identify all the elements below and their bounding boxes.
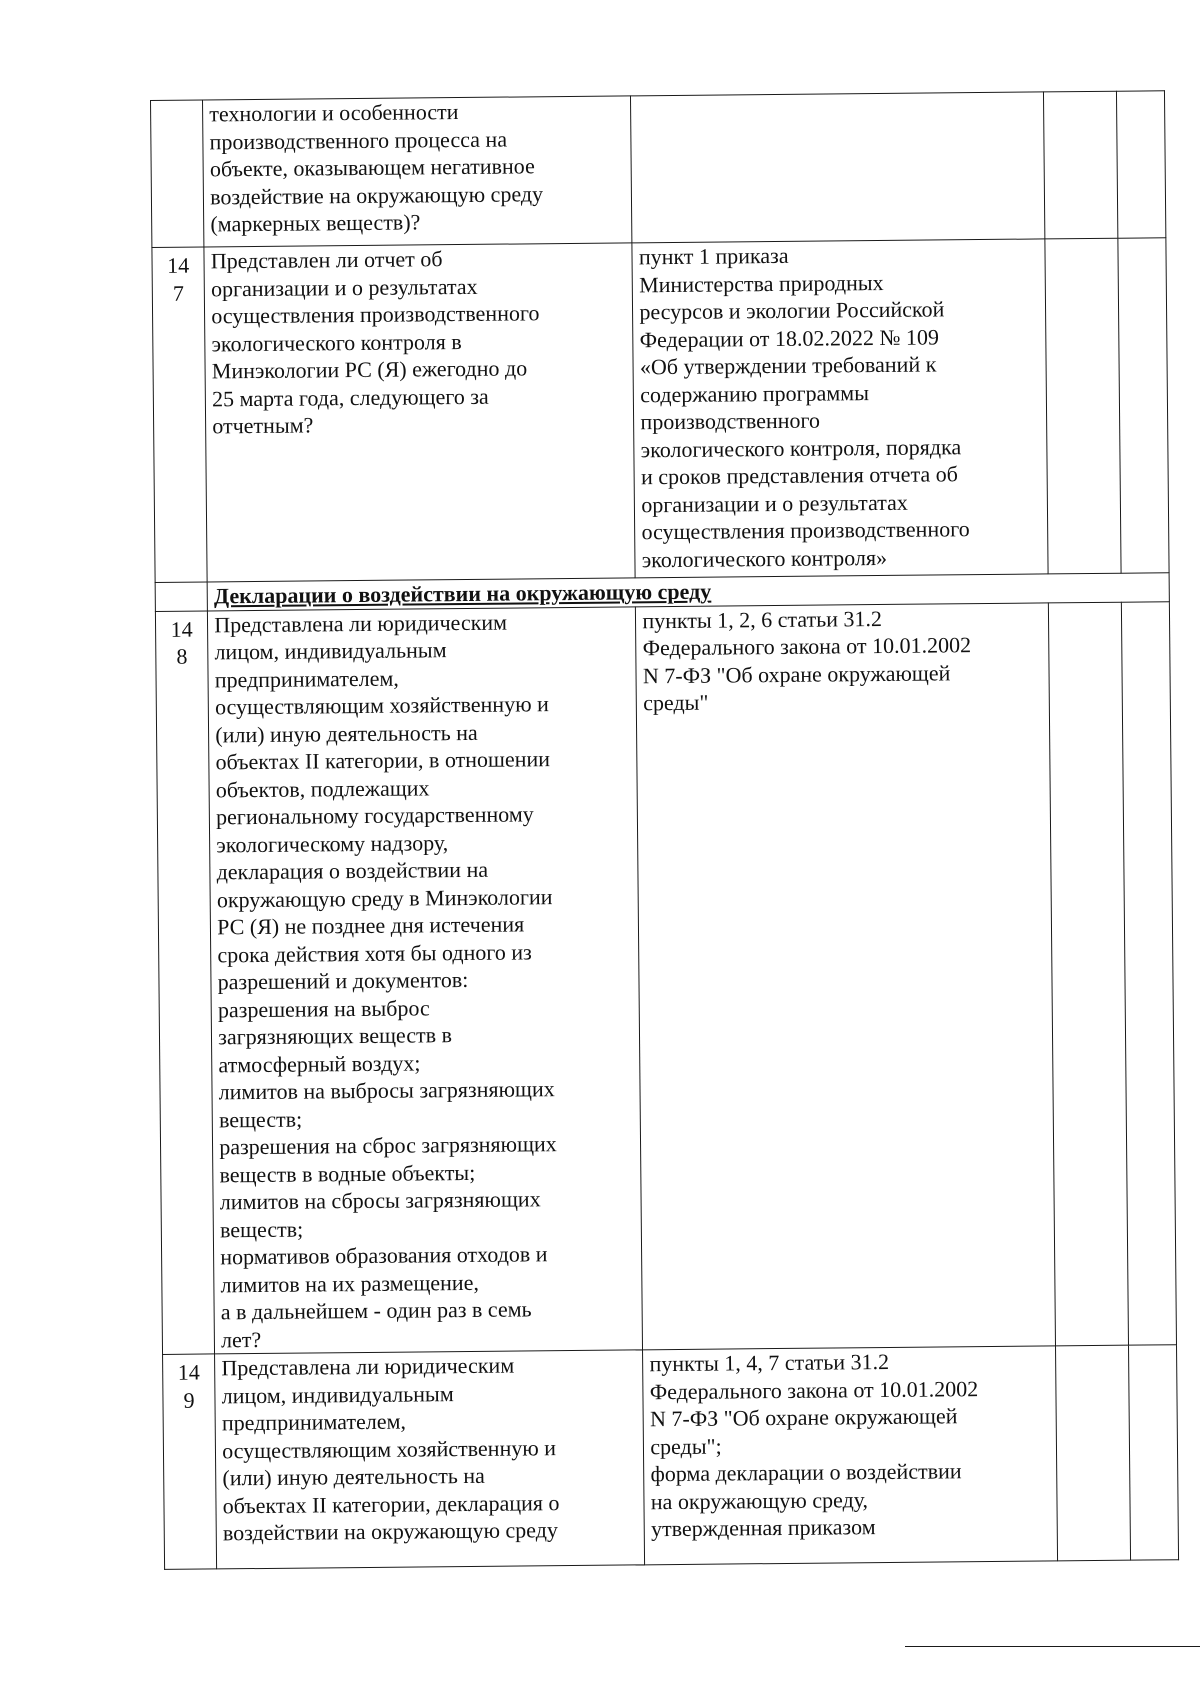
- section-title: Декларации о воздействии на окружающую среду: [213, 578, 712, 609]
- answer-cell: [1048, 602, 1128, 1346]
- reference-text: «Об утверждении требований к: [639, 351, 937, 380]
- reference-cell: [643, 1346, 1058, 1565]
- reference-cell: [636, 602, 1056, 1349]
- question-text: экологическому надзору,: [216, 829, 449, 857]
- reference-text: ресурсов и экологии Российской: [639, 296, 945, 325]
- reference-text: N 7-ФЗ "Об охране окружающей: [642, 659, 951, 688]
- question-text: технологии и особенности: [209, 99, 459, 127]
- question-text: разрешения на выброс: [217, 994, 430, 1022]
- question-text: веществ в водные объекты;: [219, 1159, 476, 1187]
- question-text: Представлен ли отчет об: [210, 246, 443, 274]
- question-text: лет?: [220, 1326, 262, 1352]
- question-text: лицом, индивидуальным: [214, 637, 447, 665]
- question-cell: [204, 243, 635, 582]
- reference-text: Федерального закона от 10.01.2002: [642, 632, 972, 661]
- question-text: атмосферный воздух;: [218, 1049, 421, 1077]
- question-text: Представлена ли юридическим: [221, 1352, 515, 1381]
- row-number: 14: [170, 616, 193, 642]
- question-text: РС (Я) не позднее дня истечения: [217, 911, 525, 940]
- reference-text: экологического контроля»: [641, 544, 888, 572]
- note-cell: [1118, 238, 1169, 573]
- question-text: а в дальнейшем - один раз в семь: [220, 1296, 532, 1325]
- reference-text: форма декларации о воздействии: [650, 1458, 962, 1487]
- reference-text: Федерации от 18.02.2022 № 109: [639, 323, 940, 352]
- question-text: лимитов на выбросы загрязняющих: [218, 1076, 555, 1105]
- reference-text: среды": [643, 689, 709, 716]
- answer-cell: [1045, 238, 1121, 574]
- question-text: объекте, оказывающем негативное: [209, 153, 535, 182]
- table-row: [155, 601, 1176, 1354]
- question-text: организации и о результатах: [210, 273, 478, 301]
- row-number-cell: [151, 100, 205, 247]
- row-number-cell: [163, 1354, 217, 1569]
- row-number: 14: [177, 1359, 200, 1385]
- question-cell: [208, 606, 643, 1354]
- question-text: (маркерных веществ)?: [210, 209, 421, 237]
- reference-text: пункты 1, 2, 6 статьи 31.2: [642, 605, 883, 633]
- answer-cell: [1043, 91, 1118, 239]
- question-text: воздействии на окружающую среду: [222, 1517, 559, 1546]
- reference-cell: [631, 92, 1045, 243]
- question-text: разрешений и документов:: [217, 966, 469, 995]
- table-row: [152, 238, 1169, 583]
- question-text: лицом, индивидуальным: [221, 1380, 454, 1408]
- reference-text: N 7-ФЗ "Об охране окружающей: [649, 1403, 958, 1432]
- reference-text: утвержденная приказом: [650, 1514, 876, 1542]
- note-cell: [1121, 601, 1176, 1345]
- reference-text: содержанию программы: [640, 379, 870, 407]
- question-text: декларация о воздействии на: [216, 856, 489, 885]
- question-text: Минэкологии РС (Я) ежегодно до: [211, 355, 528, 384]
- question-text: производственного процесса на: [209, 126, 508, 154]
- question-text: 25 марта года, следующего за: [211, 383, 489, 411]
- question-text: (или) иную деятельность на: [222, 1462, 485, 1491]
- question-cell: [203, 96, 633, 247]
- note-cell: [1128, 1345, 1178, 1560]
- question-text: окружающую среду в Минэкологии: [216, 883, 553, 912]
- reference-text: пункт 1 приказа: [638, 242, 789, 270]
- table-row: [163, 1345, 1179, 1570]
- footer-rule: [905, 1646, 1200, 1647]
- question-text: разрешения на сброс загрязняющих: [219, 1131, 557, 1160]
- reference-text: организации и о результатах: [641, 489, 908, 517]
- row-number-cell: [155, 582, 207, 611]
- row-number-cell: [152, 247, 207, 582]
- row-number: 7: [172, 280, 185, 306]
- question-text: осуществляющим хозяйственную и: [222, 1434, 557, 1463]
- question-text: веществ;: [218, 1106, 303, 1132]
- question-text: осуществления производственного: [211, 300, 540, 329]
- reference-text: производственного: [640, 407, 821, 435]
- question-text: (или) иную деятельность на: [215, 719, 478, 747]
- question-text: осуществляющим хозяйственную и: [214, 691, 549, 720]
- question-text: нормативов образования отходов и: [220, 1241, 548, 1270]
- row-number: 9: [183, 1387, 195, 1413]
- note-cell: [1116, 91, 1165, 238]
- reference-text: среды";: [650, 1433, 722, 1459]
- question-text: загрязняющих веществ в: [218, 1022, 453, 1050]
- question-text: предпринимателем,: [221, 1408, 407, 1436]
- reference-text: Федерального закона от 10.01.2002: [649, 1375, 979, 1404]
- question-text: лимитов на их размещение,: [220, 1269, 480, 1297]
- reference-text: Министерства природных: [639, 269, 884, 297]
- question-text: объектов, подлежащих: [215, 774, 430, 802]
- question-text: воздействие на окружающую среду: [210, 180, 544, 209]
- question-cell: [215, 1350, 645, 1569]
- inspection-checklist-table: [150, 90, 1179, 1570]
- question-text: экологического контроля в: [211, 328, 462, 356]
- reference-text: пункты 1, 4, 7 статьи 31.2: [649, 1348, 890, 1377]
- row-number: 8: [176, 643, 188, 669]
- question-text: отчетным?: [212, 412, 314, 439]
- question-text: лимитов на сбросы загрязняющих: [219, 1186, 541, 1215]
- table-row: [151, 91, 1166, 248]
- question-text: объектах II категории, декларация о: [222, 1489, 560, 1518]
- reference-text: осуществления производственного: [641, 516, 970, 545]
- reference-text: на окружающую среду,: [650, 1486, 869, 1514]
- question-text: предпринимателем,: [214, 665, 399, 692]
- row-number: 14: [167, 252, 190, 278]
- question-text: объектах II категории, в отношении: [215, 746, 551, 775]
- reference-text: экологического контроля, порядка: [640, 433, 962, 462]
- row-number-cell: [155, 610, 214, 1354]
- question-text: срока действия хотя бы одного из: [217, 938, 532, 967]
- answer-cell: [1055, 1345, 1130, 1561]
- question-text: веществ;: [219, 1216, 304, 1242]
- reference-text: и сроков представления отчета об: [640, 461, 958, 490]
- question-text: Представлена ли юридическим: [214, 609, 508, 637]
- question-text: региональному государственному: [215, 801, 534, 830]
- reference-cell: [632, 239, 1048, 578]
